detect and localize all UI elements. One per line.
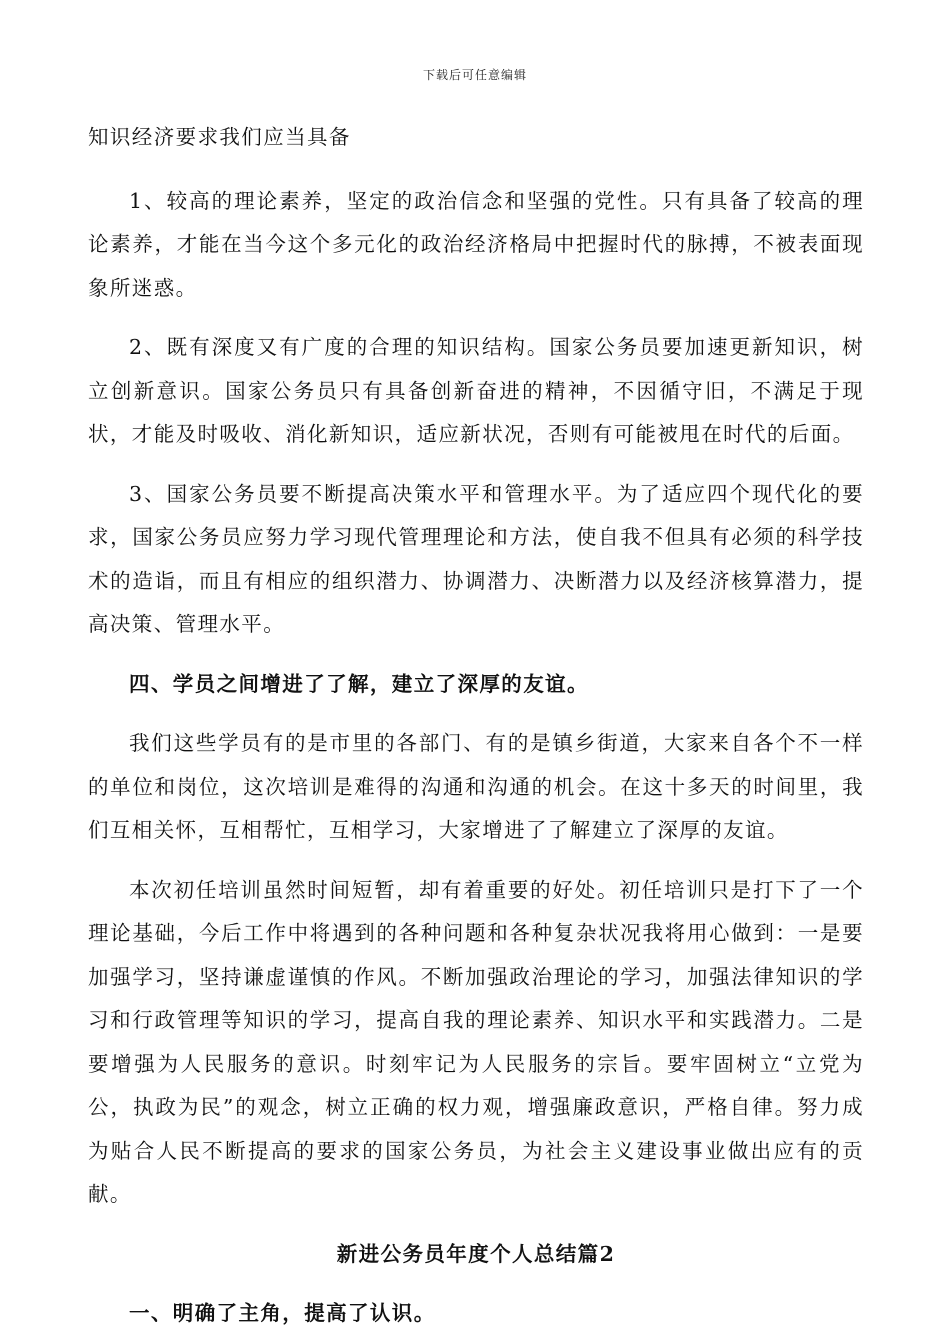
section-heading-4: 四、学员之间增进了了解，建立了深厚的友谊。 — [129, 671, 589, 696]
paragraph-item-3: 3、国家公务员要不断提高决策水平和管理水平。为了适应四个现代化的要求，国家公务员应努力学习现代管理理论和方法，使自我不但具有必须的科学技术的造诣，而且有相应的组织潜力、协调潜力、决断潜力以及经济核算潜力，提高决策、管理水平。 — [88, 481, 864, 636]
article-title-2: 新进公务员年度个人总结篇2 — [336, 1241, 616, 1266]
page-header-note: 下载后可任意编辑 — [422, 68, 527, 82]
paragraph-item-2: 2、既有深度又有广度的合理的知识结构。国家公务员要加速更新知识，树立创新意识。国家公务员只有具备创新奋进的精神，不因循守旧，不满足于现状，才能及时吸收、消化新知识，适应新状况，否则有可能被甩在时代的后面。 — [88, 335, 864, 446]
section-heading-1: 一、明确了主角，提高了认识。 — [129, 1301, 436, 1325]
paragraph-item-1: 1、较高的理论素养，坚定的政治信念和坚强的党性。只有具备了较高的理论素养，才能在当今这个多元化的政治经济格局中把握时代的脉搏，不被表面现象所迷惑。 — [88, 188, 864, 300]
paragraph-intro: 知识经济要求我们应当具备 — [88, 125, 351, 149]
document-body — [88, 116, 864, 1336]
paragraph-summary: 本次初任培训虽然时间短暂，却有着重要的好处。初任培训只是打下了一个理论基础，今后工作中将遇到的各种问题和各种复杂状况我将用心做到：一是要加强学习，坚持谦虚谨慎的作风。不断加强政治理论的学习，加强法律知识的学习和行政管理等知识的学习，提高自我的理论素养、知识水平和实践潜力。二是要增强为人民服务的意识。时刻牢记为人民服务的宗旨。要牢固树立“立党为公，执政为民”的观念，树立正确的权力观，增强廉政意识，严格自律。努力成为贴合人民不断提高的要求的国家公务员，为社会主义建设事业做出应有的贡献。 — [88, 877, 864, 1206]
paragraph-friendship: 我们这些学员有的是市里的各部门、有的是镇乡街道，大家来自各个不一样的单位和岗位，这次培训是难得的沟通和沟通的机会。在这十多天的时间里，我们互相关怀，互相帮忙，互相学习，大家增进了了解建立了深厚的友谊。 — [88, 731, 864, 842]
